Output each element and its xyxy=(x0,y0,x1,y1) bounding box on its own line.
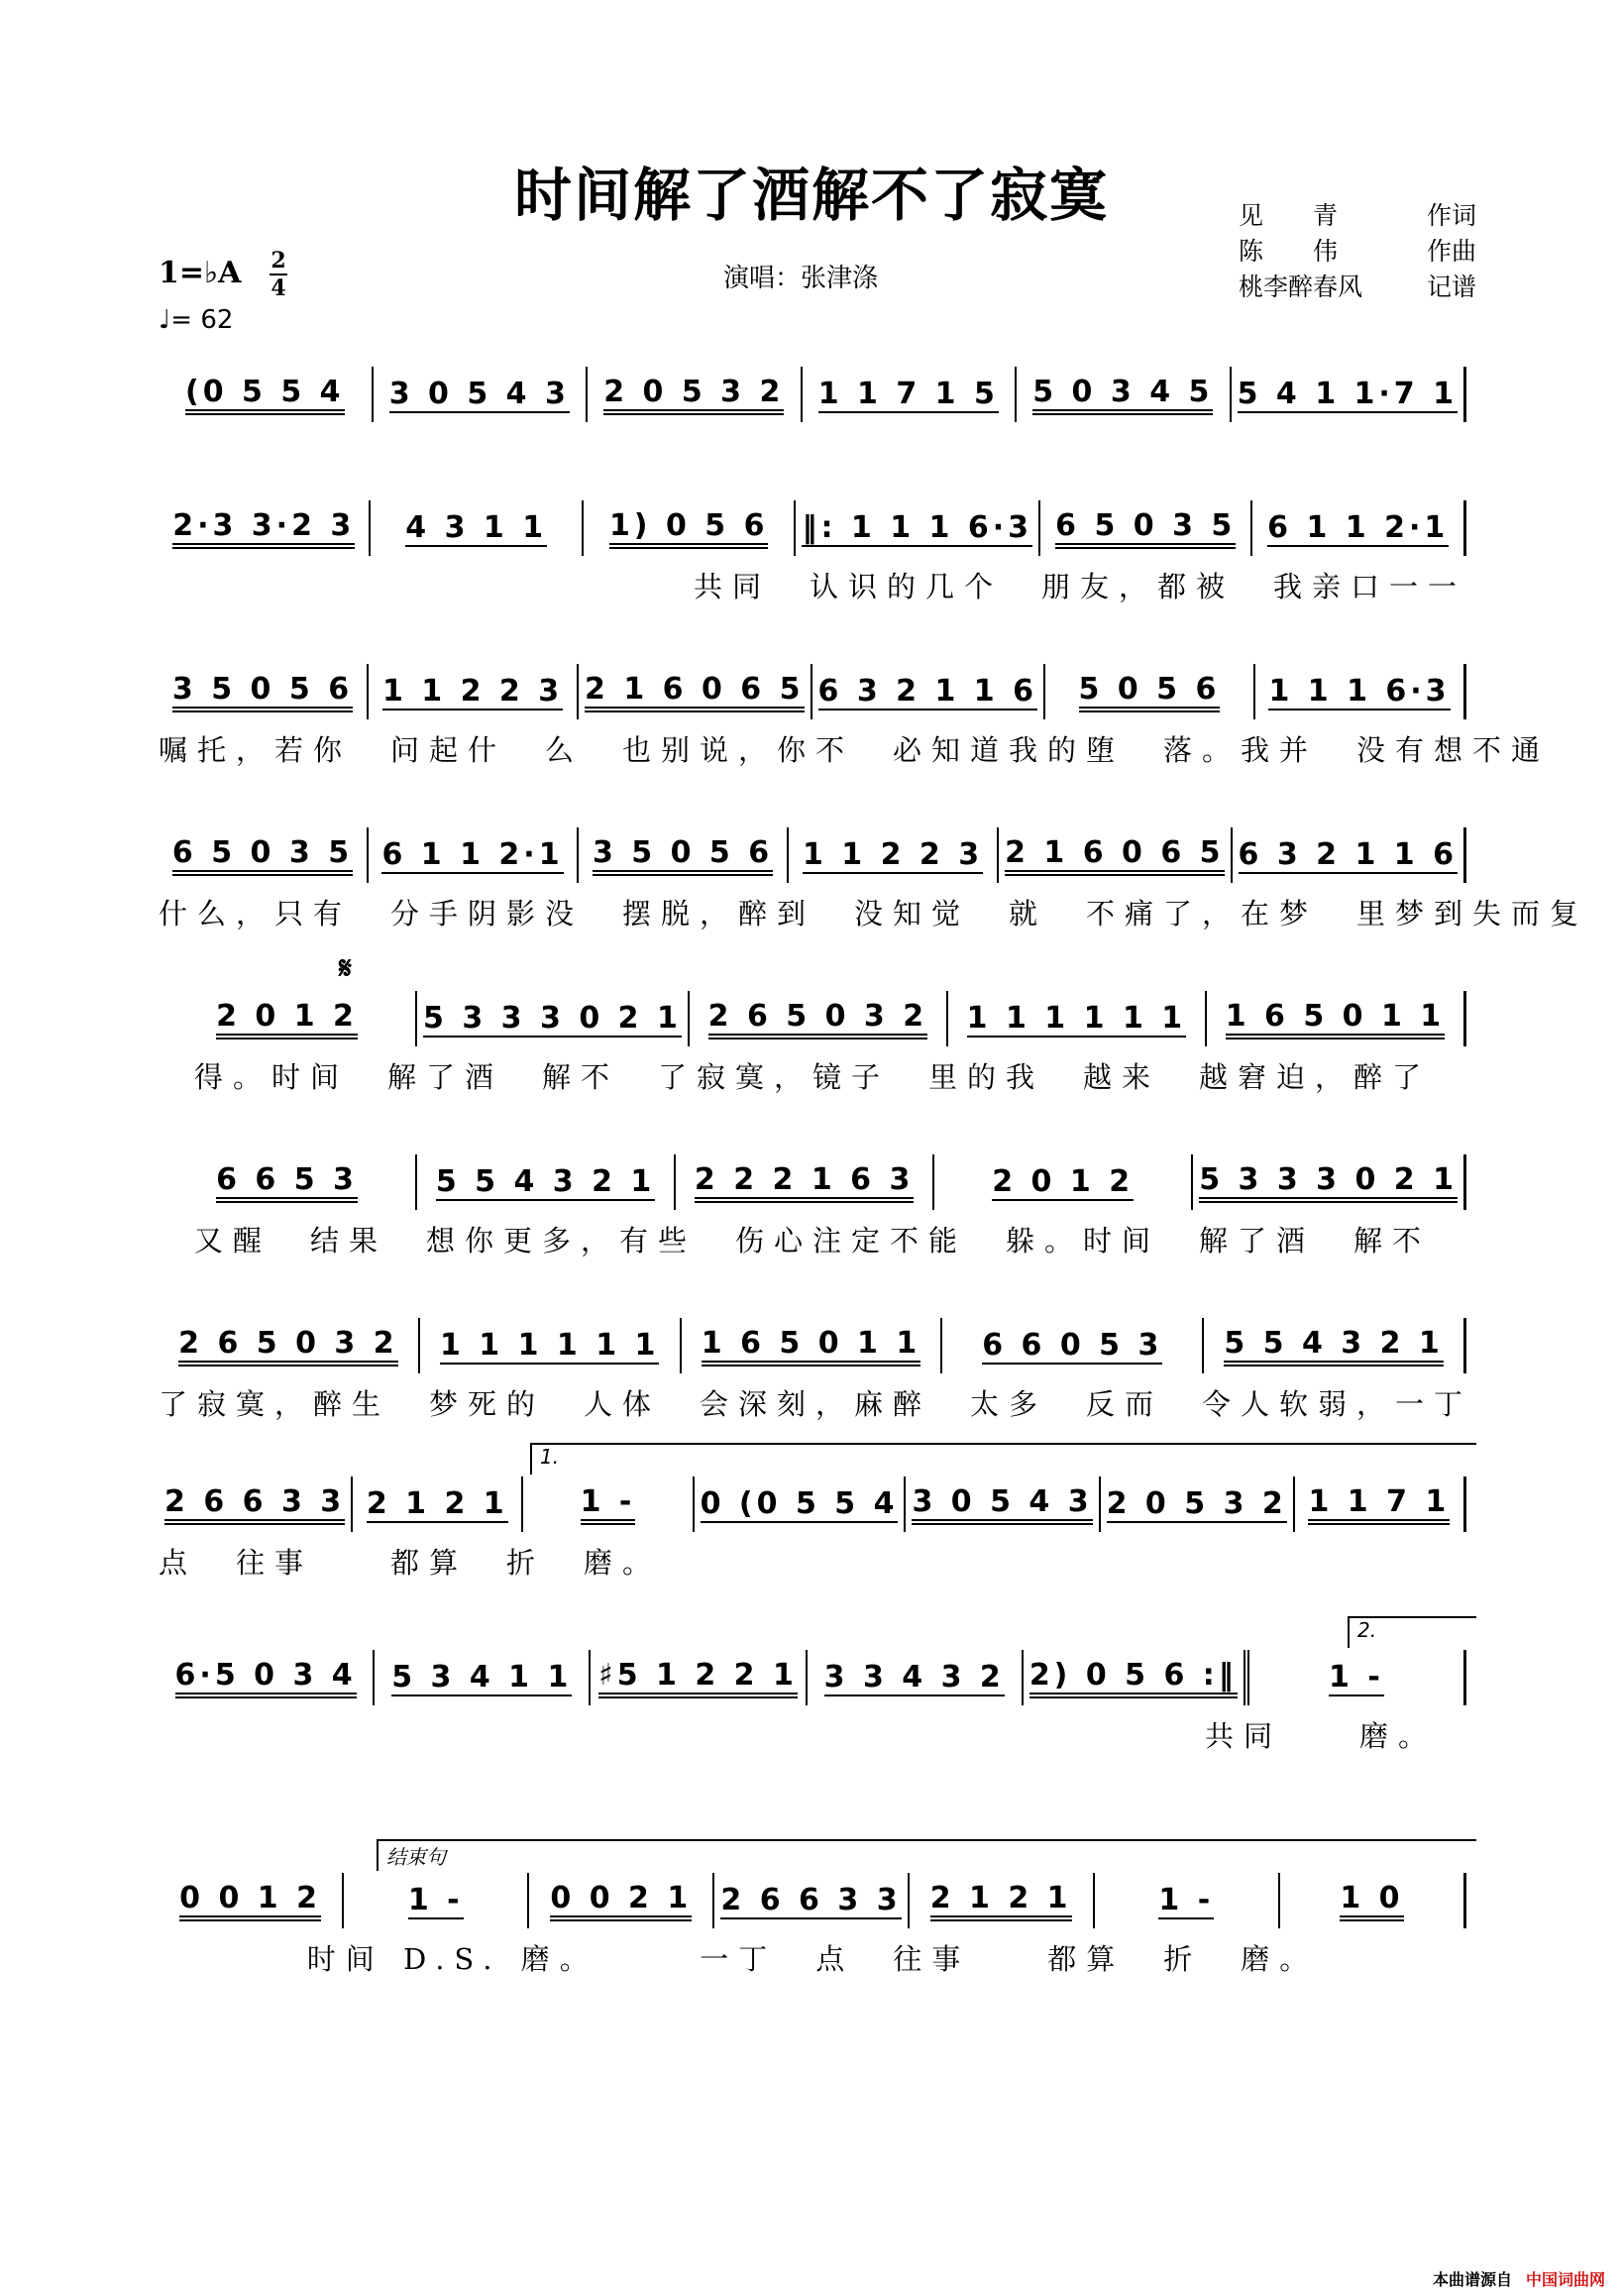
notes-row xyxy=(159,664,1466,719)
notes-row xyxy=(159,367,1466,422)
measure-notes: 0 0 2 1 xyxy=(550,1881,692,1921)
measure xyxy=(1280,1873,1466,1928)
measure xyxy=(1040,500,1252,556)
measure xyxy=(375,1650,591,1705)
score-system xyxy=(159,1845,1466,1982)
measure xyxy=(159,1650,375,1705)
coda-bracket: 结束句 xyxy=(377,1839,1476,1871)
measure xyxy=(803,367,1018,422)
measure-notes: 4 3 1 1 xyxy=(405,509,548,545)
measure-notes: 1 1 1 6·3 xyxy=(1268,673,1451,709)
measure-notes: 6 1 1 2·1 xyxy=(381,836,564,872)
notes-row xyxy=(159,500,1466,556)
measure xyxy=(371,500,583,556)
measure-notes: 2 0 5 3 2 xyxy=(1106,1485,1287,1521)
measure-notes: 5 3 3 3 0 2 1 xyxy=(1199,1162,1458,1203)
tempo-marking: ♩= 62 xyxy=(159,305,234,335)
measure-notes: 2 1 6 0 6 5 xyxy=(1005,835,1224,876)
measure xyxy=(695,1476,907,1532)
lyrics-row xyxy=(159,426,1466,476)
credit-composer: 陈 伟 作曲 xyxy=(1239,237,1476,266)
singer-credit: 演唱：张津涤 xyxy=(723,264,879,293)
measure-notes: 2 1 2 1 xyxy=(366,1485,508,1521)
measure-notes: 1 0 xyxy=(1340,1881,1403,1921)
measure xyxy=(1255,664,1466,719)
measure xyxy=(523,1476,694,1532)
measure-notes: 6 5 0 3 5 xyxy=(172,835,353,876)
measure xyxy=(910,1873,1095,1928)
measure xyxy=(942,1318,1204,1373)
measure xyxy=(690,991,948,1046)
lyrics-row: 点 往事 都算 折 磨。 xyxy=(159,1545,662,1580)
lyrics-row: 共同 认识的几个 朋友，都被 我亲口一一 xyxy=(693,569,1466,603)
measure xyxy=(1233,827,1466,883)
notes-row xyxy=(159,1154,1466,1210)
measure xyxy=(796,500,1040,556)
measure-notes: 3 3 4 3 2 xyxy=(823,1659,1005,1695)
measure-notes: (0 5 5 4 xyxy=(185,375,345,415)
measure xyxy=(420,1318,682,1373)
measure xyxy=(591,1650,807,1705)
lyrics-row: 什么，只有 分手阴影没 摆脱，醉到 没知觉 就 不痛了，在梦 里梦到失而复 xyxy=(159,896,1589,930)
measure xyxy=(159,664,369,719)
measure-notes: 5 3 4 1 1 xyxy=(391,1659,573,1695)
measure-notes: ♯5 1 2 2 1 xyxy=(598,1658,798,1698)
measure xyxy=(159,827,369,883)
measure xyxy=(1045,664,1255,719)
measure-notes: 2 1 6 0 6 5 xyxy=(585,672,804,712)
measure xyxy=(159,1154,417,1210)
measure-notes: 2) 0 5 6 :‖ xyxy=(1029,1658,1238,1698)
measure xyxy=(353,1476,523,1532)
measure xyxy=(159,1476,353,1532)
measure-notes: 1 1 7 1 5 xyxy=(817,376,999,411)
notes-row xyxy=(159,1318,1466,1373)
measure xyxy=(948,991,1207,1046)
measure xyxy=(369,664,579,719)
measure xyxy=(714,1873,909,1928)
measure xyxy=(584,500,796,556)
key-signature: 1=♭A xyxy=(159,256,242,290)
measure xyxy=(1095,1873,1280,1928)
measure-notes: 6 6 0 5 3 xyxy=(982,1327,1163,1363)
measure xyxy=(417,1154,676,1210)
measure xyxy=(159,991,417,1046)
measure-notes: 5 3 3 3 0 2 1 xyxy=(423,1000,682,1036)
notes-row xyxy=(159,991,1466,1046)
measure xyxy=(159,1873,344,1928)
measure-notes: 5 0 3 4 5 xyxy=(1032,375,1213,415)
measure-notes: 1 - xyxy=(1329,1659,1384,1695)
song-title: 时间解了酒解不了寂寞 xyxy=(513,162,1109,229)
measure-notes: 2 6 5 0 3 2 xyxy=(178,1326,397,1367)
lyrics-row: 得。时间 解了酒 解不 了寂寞，镜子 里的我 越来 越窘迫，醉了 xyxy=(193,1059,1431,1094)
measure-notes: 3 0 5 4 3 xyxy=(912,1484,1092,1525)
notes-row xyxy=(159,1476,1466,1532)
measure-notes: 5 5 4 3 2 1 xyxy=(1224,1326,1443,1367)
measure xyxy=(1101,1476,1295,1532)
measure-notes: 5 4 1 1·7 1 xyxy=(1237,376,1458,411)
credit-lyricist: 见 青 作词 xyxy=(1239,201,1476,230)
measure xyxy=(934,1154,1193,1210)
time-signature: 2 4 xyxy=(270,248,286,301)
measure xyxy=(1017,367,1232,422)
measure-notes: 6 3 2 1 1 6 xyxy=(1238,836,1458,872)
measure-notes: ‖: 1 1 1 6·3 xyxy=(802,509,1032,545)
measure-notes: 2 0 5 3 2 xyxy=(603,375,784,415)
score-system xyxy=(159,827,1589,936)
notes-row xyxy=(159,1873,1466,1928)
segno-sign: 𝄋 xyxy=(339,951,352,986)
score-system xyxy=(159,1618,1466,1759)
score-system xyxy=(159,1445,1466,1585)
measure xyxy=(676,1154,934,1210)
measure-notes: 2 1 2 1 xyxy=(930,1881,1072,1921)
measure-notes: 1 1 7 1 xyxy=(1308,1484,1450,1525)
measure-notes: 1 - xyxy=(1158,1882,1215,1917)
measure-notes: 5 5 4 3 2 1 xyxy=(435,1163,656,1199)
measure-notes: 1 - xyxy=(581,1484,636,1525)
measure-notes: 3 5 0 5 6 xyxy=(593,835,773,876)
measure-notes: 0 0 1 2 xyxy=(179,1881,321,1921)
score-system xyxy=(159,1318,1473,1427)
measure-notes: 1 1 1 1 1 1 xyxy=(966,1000,1187,1036)
measure-notes: 2 2 2 1 6 3 xyxy=(695,1162,914,1203)
measure xyxy=(374,367,589,422)
measure xyxy=(369,827,579,883)
measure-notes: 6 1 1 2·1 xyxy=(1267,509,1450,545)
measure xyxy=(1249,1650,1466,1705)
credit-transcriber: 桃李醉春风 记谱 xyxy=(1239,273,1476,301)
measure xyxy=(1295,1476,1466,1532)
measure-notes: 6·5 0 3 4 xyxy=(175,1658,357,1698)
lyrics-row: 了寂寞，醉生 梦死的 人体 会深刻，麻醉 太多 反而 令人软弱，一丁 xyxy=(159,1386,1473,1421)
measure-notes: 3 0 5 4 3 xyxy=(388,376,570,411)
measure-notes: 6 5 0 3 5 xyxy=(1055,508,1236,549)
measure xyxy=(1232,367,1466,422)
measure-notes: 2 0 1 2 xyxy=(216,999,358,1039)
credits xyxy=(1239,198,1476,305)
score-system xyxy=(159,367,1466,476)
lyrics-row: 又醒 结果 想你更多，有些 伤心注定不能 躲。时间 解了酒 解不 xyxy=(193,1223,1431,1257)
volta-bracket: 1. xyxy=(530,1443,1476,1475)
measure-notes: 1 6 5 0 1 1 xyxy=(1226,999,1445,1039)
score-system xyxy=(159,1154,1466,1263)
score-system xyxy=(159,951,1466,1100)
measure-notes: 1) 0 5 6 xyxy=(609,508,769,549)
measure-notes: 1 1 1 1 1 1 xyxy=(439,1327,660,1363)
measure-notes: 2 0 1 2 xyxy=(992,1163,1135,1199)
measure-notes: 1 1 2 2 3 xyxy=(381,673,564,709)
measure xyxy=(159,500,371,556)
measure-notes: 6 6 5 3 xyxy=(216,1162,358,1203)
notes-row xyxy=(159,1650,1466,1705)
measure-notes: 5 0 5 6 xyxy=(1079,672,1221,712)
measure xyxy=(999,827,1232,883)
measure-notes: 3 5 0 5 6 xyxy=(172,672,353,712)
measure-notes: 0 (0 5 5 4 xyxy=(700,1485,899,1521)
measure xyxy=(344,1873,529,1928)
volta-bracket: 2. xyxy=(1348,1616,1476,1648)
measure xyxy=(579,827,789,883)
measure xyxy=(906,1476,1100,1532)
measure xyxy=(1252,500,1465,556)
measure-notes: 2 6 5 0 3 2 xyxy=(708,999,927,1039)
lyrics-row: 共同 磨。 xyxy=(1204,1718,1437,1753)
measure xyxy=(808,1650,1024,1705)
measure xyxy=(159,1318,420,1373)
measure-notes: 1 6 5 0 1 1 xyxy=(702,1326,920,1367)
score-system xyxy=(159,664,1551,773)
measure-notes: 1 - xyxy=(407,1882,464,1917)
measure xyxy=(588,367,803,422)
measure-notes: 6 3 2 1 1 6 xyxy=(817,673,1037,709)
measure xyxy=(1024,1650,1249,1705)
measure-notes: 2 6 6 3 3 xyxy=(164,1484,345,1525)
measure xyxy=(682,1318,943,1373)
measure xyxy=(1193,1154,1466,1210)
measure xyxy=(417,991,690,1046)
score-system xyxy=(159,500,1466,609)
measure xyxy=(1207,991,1466,1046)
lyrics-row: 嘱托，若你 问起什 么 也别说，你不 必知道我的堕 落。我并 没有想不通 xyxy=(159,732,1551,767)
measure xyxy=(529,1873,714,1928)
lyrics-row: 时间 D.S. 磨。 一丁 点 往事 都算 折 磨。 xyxy=(306,1941,1319,1976)
measure xyxy=(1204,1318,1466,1373)
notes-row xyxy=(159,827,1466,883)
measure-notes: 2 6 6 3 3 xyxy=(720,1882,902,1917)
measure-notes: 2·3 3·2 3 xyxy=(172,508,355,549)
source-footer: 本曲谱源自 中国词曲网 xyxy=(1432,2270,1605,2289)
measure xyxy=(159,367,374,422)
measure-notes: 1 1 2 2 3 xyxy=(802,836,984,872)
measure xyxy=(579,664,812,719)
measure xyxy=(789,827,999,883)
measure xyxy=(812,664,1045,719)
